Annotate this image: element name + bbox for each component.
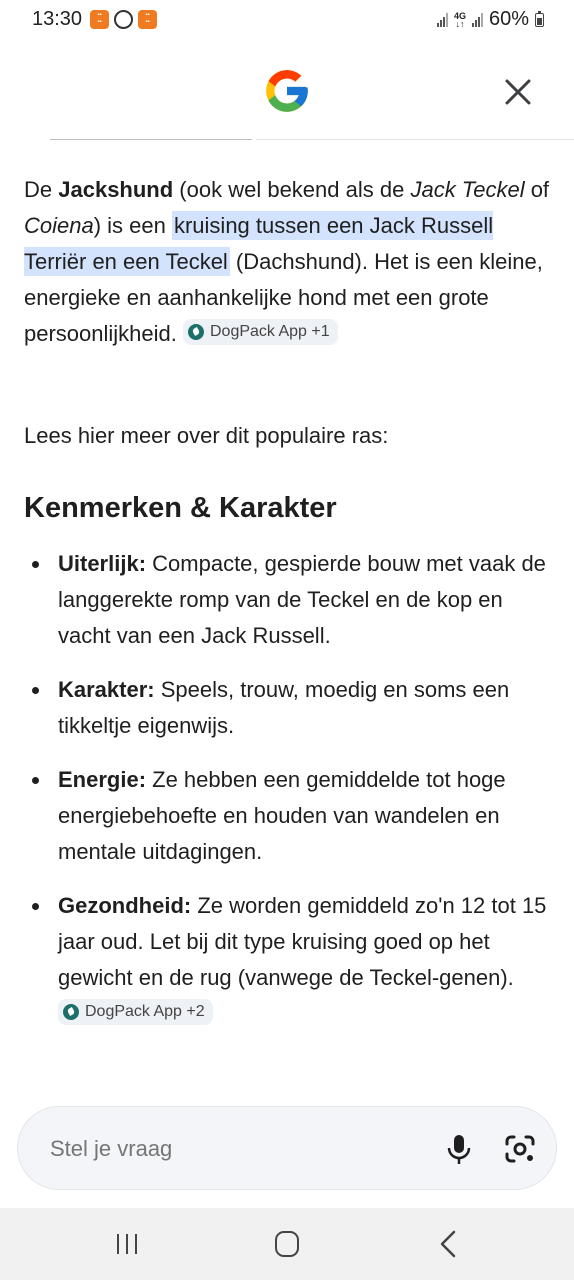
list-item [24, 762, 554, 870]
system-nav-bar [0, 1208, 574, 1280]
list-item-text: Compacte, gespierde bouw met vaak de langgerekte romp van de Teckel en de kop en vacht van een Jack Russell. [58, 551, 546, 648]
list-item-text: Speels, trouw, moedig en soms een tikkeltje eigenwijs. [58, 677, 510, 738]
shopping-app-notification-icon: ▪▪ ▪▪ [90, 10, 109, 29]
shopping-app-notification-icon-2: ▪▪ ▪▪ [138, 10, 157, 29]
section-heading: Kenmerken & Karakter [24, 492, 337, 524]
google-lens-icon[interactable] [504, 1134, 536, 1164]
list-item [24, 888, 554, 1032]
text: of [524, 177, 550, 202]
list-item-text: Ze worden gemiddeld zo'n 12 tot 15 jaar oud. Let bij dit type kruising goed op het gewicht en de rug (vanwege de Teckel-genen). [58, 893, 547, 990]
breed-name: Jackshund [58, 177, 174, 202]
close-icon[interactable] [500, 74, 536, 110]
signal-icon-2 [472, 13, 483, 27]
google-logo-icon [262, 66, 312, 116]
status-time: 13:30 [32, 8, 83, 30]
status-right [437, 8, 544, 31]
characteristics-list [24, 546, 554, 1050]
notification-icons [90, 10, 157, 29]
ask-bar [18, 1107, 556, 1189]
ask-input[interactable] [48, 1135, 352, 1163]
app-notification-icon [114, 10, 133, 29]
list-item-term: Energie: [58, 767, 147, 792]
intro-paragraph [24, 172, 554, 352]
home-icon[interactable] [267, 1228, 307, 1260]
list-item-term: Karakter: [58, 677, 155, 702]
list-item [24, 546, 554, 654]
microphone-icon[interactable] [444, 1133, 474, 1165]
battery-percent: 60% [488, 8, 529, 30]
status-bar [0, 0, 574, 40]
network-type: 4G ↓↑ [453, 10, 466, 29]
text: De [24, 177, 59, 202]
source-chip-2[interactable] [58, 999, 213, 1025]
battery-icon [535, 13, 544, 27]
source-chip-label: DogPack App +1 [210, 323, 330, 340]
back-icon[interactable] [428, 1228, 468, 1260]
dogpack-app-icon [63, 1004, 79, 1020]
list-item-term: Gezondheid: [58, 893, 192, 918]
list-item-term: Uiterlijk: [58, 551, 147, 576]
source-chip-label: DogPack App +2 [85, 1003, 205, 1020]
text: ) is een [93, 213, 172, 238]
alt-name-1: Jack Teckel [410, 177, 525, 202]
source-chip[interactable] [183, 319, 338, 345]
follow-up-paragraph: Lees hier meer over dit populaire ras: [24, 423, 389, 448]
text: (Dachshund). Het is een kleine, energieke en aanhankelijke hond met een grote persoonlijkheid. [24, 249, 543, 346]
ai-answer [24, 172, 554, 352]
alt-name-2: Coiena [24, 213, 94, 238]
recent-apps-icon[interactable] [107, 1228, 147, 1260]
dogpack-app-icon [188, 324, 204, 340]
list-item-text: Ze hebben een gemiddelde tot hoge energiebehoefte en houden van wandelen en mentale uitdagingen. [58, 767, 506, 864]
list-item [24, 672, 554, 744]
header-divider [50, 139, 252, 140]
header-divider-2 [256, 139, 574, 140]
highlighted-text[interactable]: kruising tussen een Jack Russell Terriër en een Teckel [24, 213, 494, 274]
signal-icon [437, 13, 448, 27]
text: (ook wel bekend als de [173, 177, 411, 202]
